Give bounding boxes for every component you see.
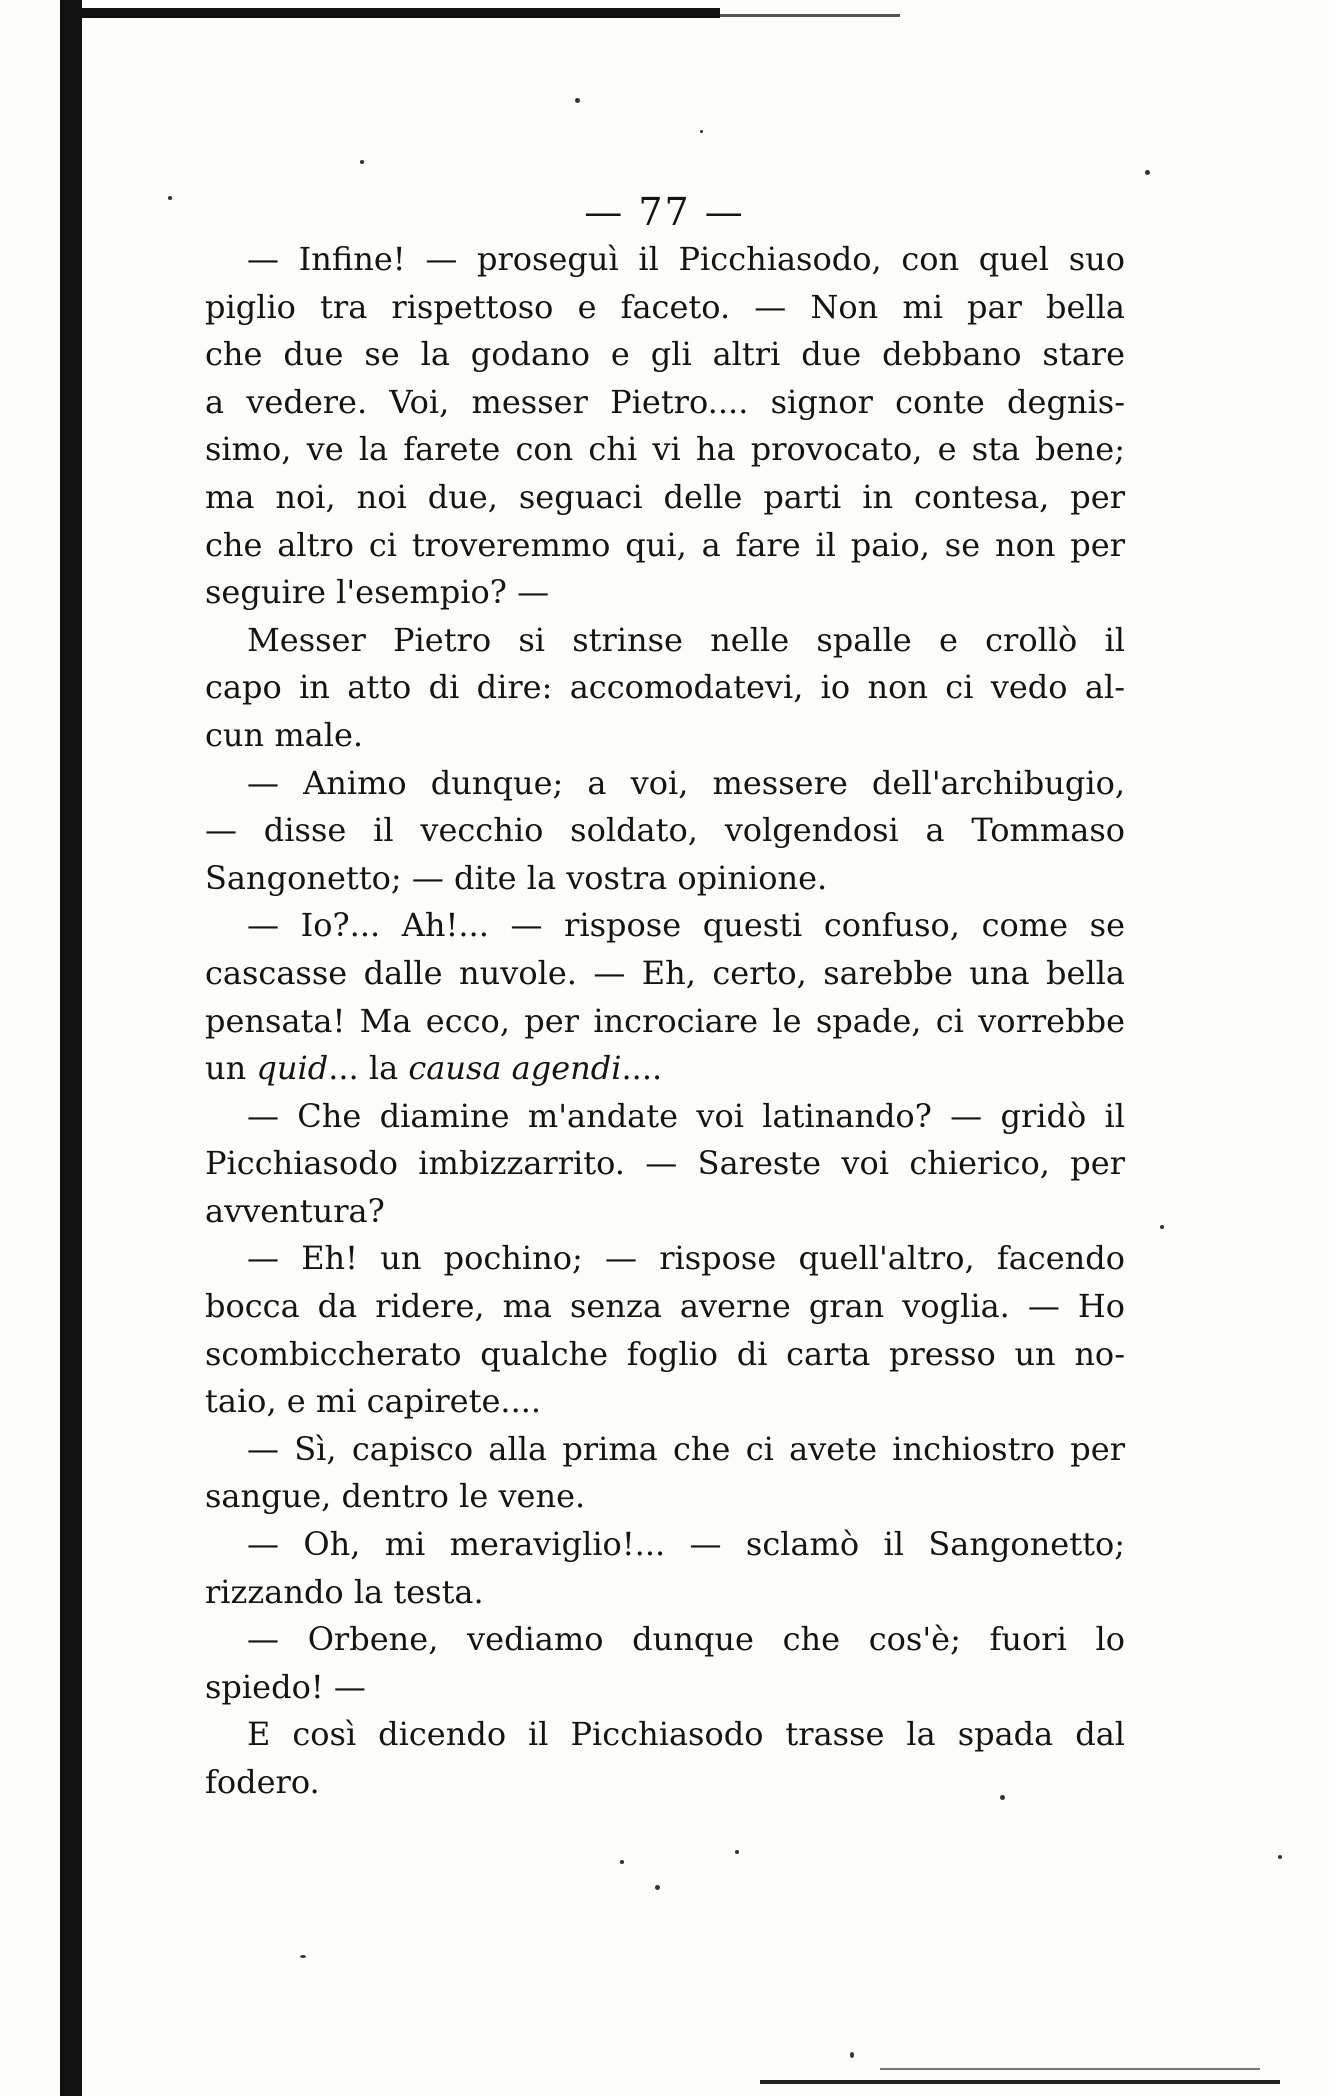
text-line: — Infine! — proseguì il Picchiasodo, con quel suo [247, 240, 1125, 278]
text-line: scombiccherato qualche foglio di carta presso un no- [205, 1334, 1125, 1373]
text-segment: .... [621, 1049, 663, 1088]
text-line: taio, e mi capirete.... [205, 1382, 542, 1421]
text-line: — Eh! un pochino; — rispose quell'altro, facendo [247, 1239, 1125, 1278]
italic-segment: causa agendi [408, 1049, 622, 1088]
scan-speck [700, 130, 703, 133]
scan-speck [300, 1955, 306, 1958]
text-line: — Io?... Ah!... — rispose questi confuso, come se [247, 906, 1125, 945]
text-line: cascasse dalle nuvole. — Eh, certo, sarebbe una bella [205, 953, 1125, 992]
text-line: — Oh, mi meraviglio!... — sclamò il Sangonetto; [247, 1525, 1125, 1564]
text-line: rizzando la testa. [205, 1572, 484, 1611]
scan-speck [575, 98, 580, 103]
text-line: — Sì, capisco alla prima che ci avete inchiostro per [247, 1429, 1125, 1468]
text-line: pensata! Ma ecco, per incrociare le spade, ci vorrebbe [205, 1001, 1125, 1040]
text-line: ma noi, noi due, seguaci delle parti in contesa, per [205, 477, 1125, 516]
text-line: simo, ve la farete con chi vi ha provocato, e sta bene; [205, 430, 1125, 469]
text-line: — Animo dunque; a voi, messere dell'archibugio, [247, 763, 1125, 802]
text-segment: ... la [328, 1049, 409, 1088]
text-line: avventura? [205, 1191, 385, 1230]
text-line: che altro ci troveremmo qui, a fare il paio, se non per [205, 525, 1125, 564]
scan-speck [1160, 1225, 1164, 1229]
text-line: Picchiasodo imbizzarrito. — Sareste voi chierico, per [205, 1144, 1125, 1183]
text-line: che due se la godano e gli altri due debbano stare [205, 335, 1125, 374]
scan-speck [735, 1850, 739, 1854]
text-line [205, 1045, 1125, 1093]
text-line: E così dicendo il Picchiasodo trasse la spada dal [247, 1715, 1125, 1754]
scan-speck [620, 1860, 624, 1864]
italic-segment: quid [256, 1049, 329, 1088]
text-line: — Orbene, vediamo dunque che cos'è; fuori lo [247, 1620, 1125, 1659]
scan-speck [655, 1885, 660, 1890]
text-line: — disse il vecchio soldato, volgendosi a Tommaso [205, 811, 1125, 850]
text-line: fodero. [205, 1763, 320, 1801]
text-segment: un [205, 1049, 257, 1088]
text-line: spiedo! — [205, 1667, 366, 1706]
scan-speck [1278, 1855, 1282, 1859]
bottom-edge-rule-thin [880, 2068, 1260, 2070]
scan-speck [1145, 170, 1150, 175]
top-edge-rule-thin [720, 14, 900, 17]
text-line: cun male. [205, 715, 364, 754]
text-line: Sangonetto; — dite la vostra opinione. [205, 858, 828, 897]
text-line: piglio tra rispettoso e faceto. — Non mi par bella [205, 287, 1125, 326]
text-line: bocca da ridere, ma senza averne gran voglia. — Ho [205, 1287, 1125, 1326]
bottom-edge-rule [760, 2080, 1280, 2084]
binding-edge [60, 0, 82, 2096]
body-text [205, 236, 1125, 1807]
text-line: sangue, dentro le vene. [205, 1477, 586, 1516]
text-line: a vedere. Voi, messer Pietro.... signor conte degnis- [205, 382, 1125, 421]
text-line: capo in atto di dire: accomodatevi, io non ci vedo al- [205, 668, 1125, 707]
top-edge-rule [60, 8, 720, 18]
text-line: — Che diamine m'andate voi latinando? — gridò il [247, 1096, 1125, 1135]
text-line: Messer Pietro si strinse nelle spalle e crollò il [247, 620, 1125, 659]
text-line: seguire l'esempio? — [205, 573, 550, 612]
scan-speck [850, 2052, 854, 2058]
scan-speck [360, 160, 364, 164]
page-number: — 77 — [584, 190, 745, 234]
